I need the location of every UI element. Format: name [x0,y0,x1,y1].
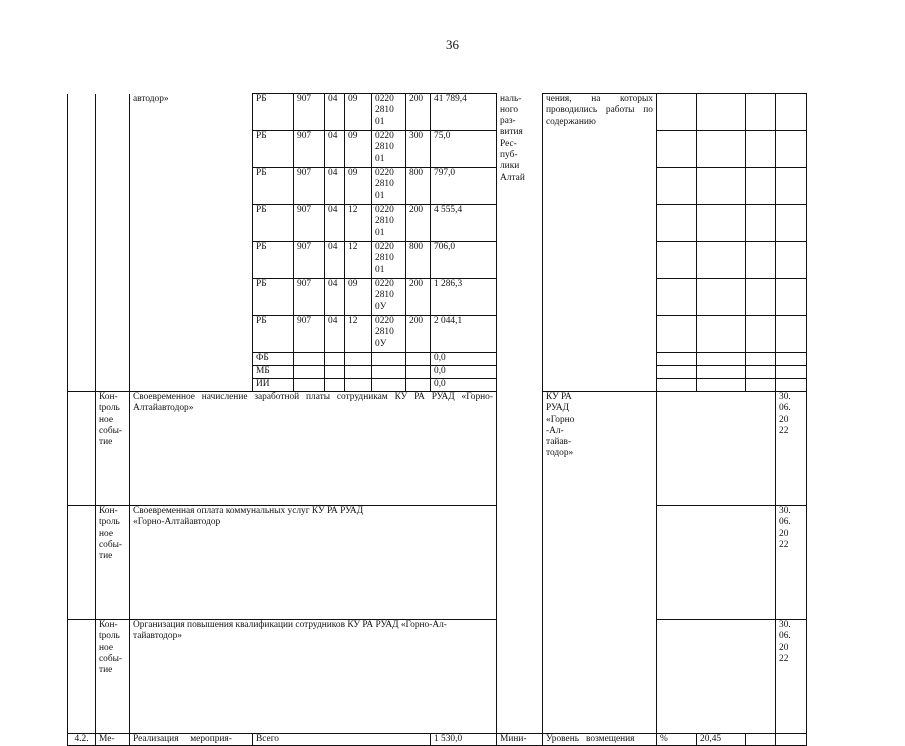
fund-row: МБ 0,0 [68,366,807,379]
budget-row: РБ 907 04 09 0220 2810 0У 200 1 286,3 [68,279,807,316]
program-table [67,93,807,746]
fund-row: ИИ 0,0 [68,379,807,392]
event-text: Своевременное начисление заработной платы сотрудникам КУ РА РУАД «Горно-Алтайавтодор» [130,392,497,506]
activity-name: автодор» [130,94,253,392]
page-number: 36 [446,37,459,52]
budget-row: РБ 907 04 09 0220 2810 01 300 75,0 [68,131,807,168]
budget-row: РБ 907 04 09 0220 2810 01 800 797,0 [68,168,807,205]
event-text: Своевременная оплата коммунальных услуг КУ РА РУАД «Горно-Алтайавтодор [130,505,497,619]
control-event-row [68,619,807,733]
activity-indicator: Уровень возмещения [543,733,657,745]
type-cell [96,94,130,392]
funding-source: Всего [253,733,431,745]
budget-row: РБ 907 04 12 0220 2810 01 800 706,0 [68,242,807,279]
budget-row: РБ 907 04 12 0220 2810 0У 200 2 044,1 [68,316,807,353]
event-start-date: 30. 06. 20 22 [776,619,807,733]
event-type: Кон- tроль ное собы- тие [96,392,130,506]
indicator-value: 20,45 [697,733,746,745]
activity-sum: 1 530,0 [431,733,497,745]
event-start-date: 30. 06. 20 22 [776,392,807,506]
activity-row [68,733,807,745]
indicator-unit: % [657,733,697,745]
event-type: Кон- tроль ное собы- тие [96,619,130,733]
activity-type: Ме- [96,733,130,745]
partner-cell: наль- ного раз- вития Рес- пуб- лики Алтай [497,94,543,734]
indicator-cell: чения, на которых проводились работы по содержанию [543,94,657,131]
budget-row: РБ 907 04 12 0220 2810 01 200 4 555,4 [68,205,807,242]
num-cell [68,94,96,392]
activity-number: 4.2. [68,733,96,745]
event-type: Кон- tроль ное собы- тие [96,505,130,619]
control-event-row [68,392,807,506]
budget-row: автодор» РБ 907 04 09 0220 2810 01 200 41 789,4 наль- ного раз- вития Рес- пуб- лики Алтай чения, на которых проводились работы по содержанию [68,94,807,131]
fund-row: ФБ 0,0 [68,353,807,366]
activity-name: Реализация мероприя- [130,733,253,745]
activity-partner: Мини- [497,733,543,745]
control-event-row [68,505,807,619]
event-text: Организация повышения квалификации сотрудников КУ РА РУАД «Горно-Ал- тайавтодор» [130,619,497,733]
event-executor: КУ РА РУАД «Горно -Ал- тайав- тодор» [543,392,657,734]
event-start-date: 30. 06. 20 22 [776,505,807,619]
